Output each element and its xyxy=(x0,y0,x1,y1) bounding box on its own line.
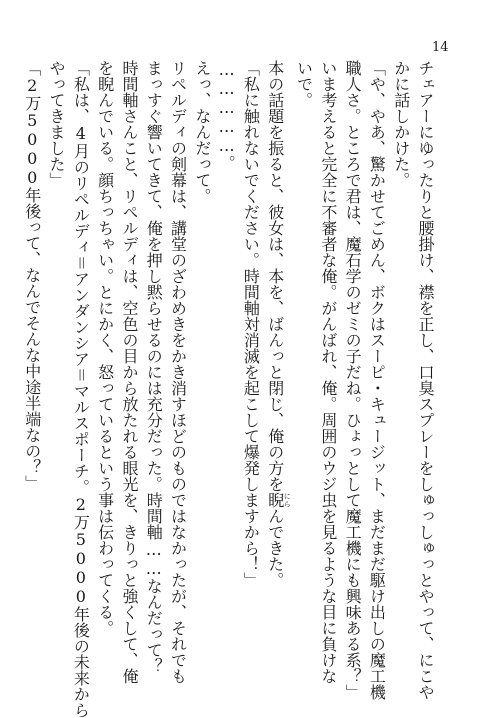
page-number: 14 xyxy=(432,40,449,55)
text-line-with-ruby: 本の話題を振ると、彼女は、本を、ばんっと閉じ、俺の方を睨にらんできた。 xyxy=(265,60,292,588)
text-line: かに話しかけた。 xyxy=(391,60,411,188)
ruby-annotation: 睨にら xyxy=(265,492,292,508)
text-line: を睨んでいる。顔ちっちゃい。とにかく、怒っているという事は伝わってくる。 xyxy=(95,60,115,636)
text-line: いま考えると完全に不審者な俺。がんばれ、俺。周囲のウジ虫を見るような目に負けな xyxy=(318,60,338,684)
text-line: 職人さ。ところで君は、魔石学のゼミの子だね。ひょっとして魔工機にも興味ある系？」 xyxy=(343,60,363,700)
text-line: 「私は、4月のリペルディ＝アンダンシア＝マルスポーチ。2万5000年後の未来から xyxy=(71,60,91,718)
text-line: やってきました」 xyxy=(47,60,67,188)
text-line: リペルディの剣幕は、講堂のざわめきをかき消すほどのものではなかったが、それでも xyxy=(168,60,188,684)
text-line: えっ、なんだって。 xyxy=(192,60,212,204)
ruby-reading: にら xyxy=(283,492,292,508)
text-line: 「や、やあ、驚かせてごめん、ボクはスーピ・キュージット、まだまだ駆け出しの魔工機 xyxy=(367,60,387,700)
text-line: ……………。 xyxy=(217,60,237,171)
text-line: まっすぐ響いてきて、俺を押し黙らせるのには充分だった。時間軸……なんだって？ xyxy=(144,60,164,674)
text-line: 「2万5000年後って、なんでそんな中途半端なの？」 xyxy=(22,60,42,491)
vertical-text-body xyxy=(22,60,437,718)
text-line: チェアーにゆったりと腰掛け、襟を正し、口臭スプレーをしゅっしゅっとやって、にこや xyxy=(416,60,435,700)
text-line: いで。 xyxy=(294,60,314,108)
text-line: 「私に触れないでください。時間軸対消滅を起こして爆発しますから！」 xyxy=(241,60,261,588)
text-line: 時間軸さんこと、リペルディは、空色の目から放たれる眼光を、きりっと強くして、俺 xyxy=(119,60,139,684)
